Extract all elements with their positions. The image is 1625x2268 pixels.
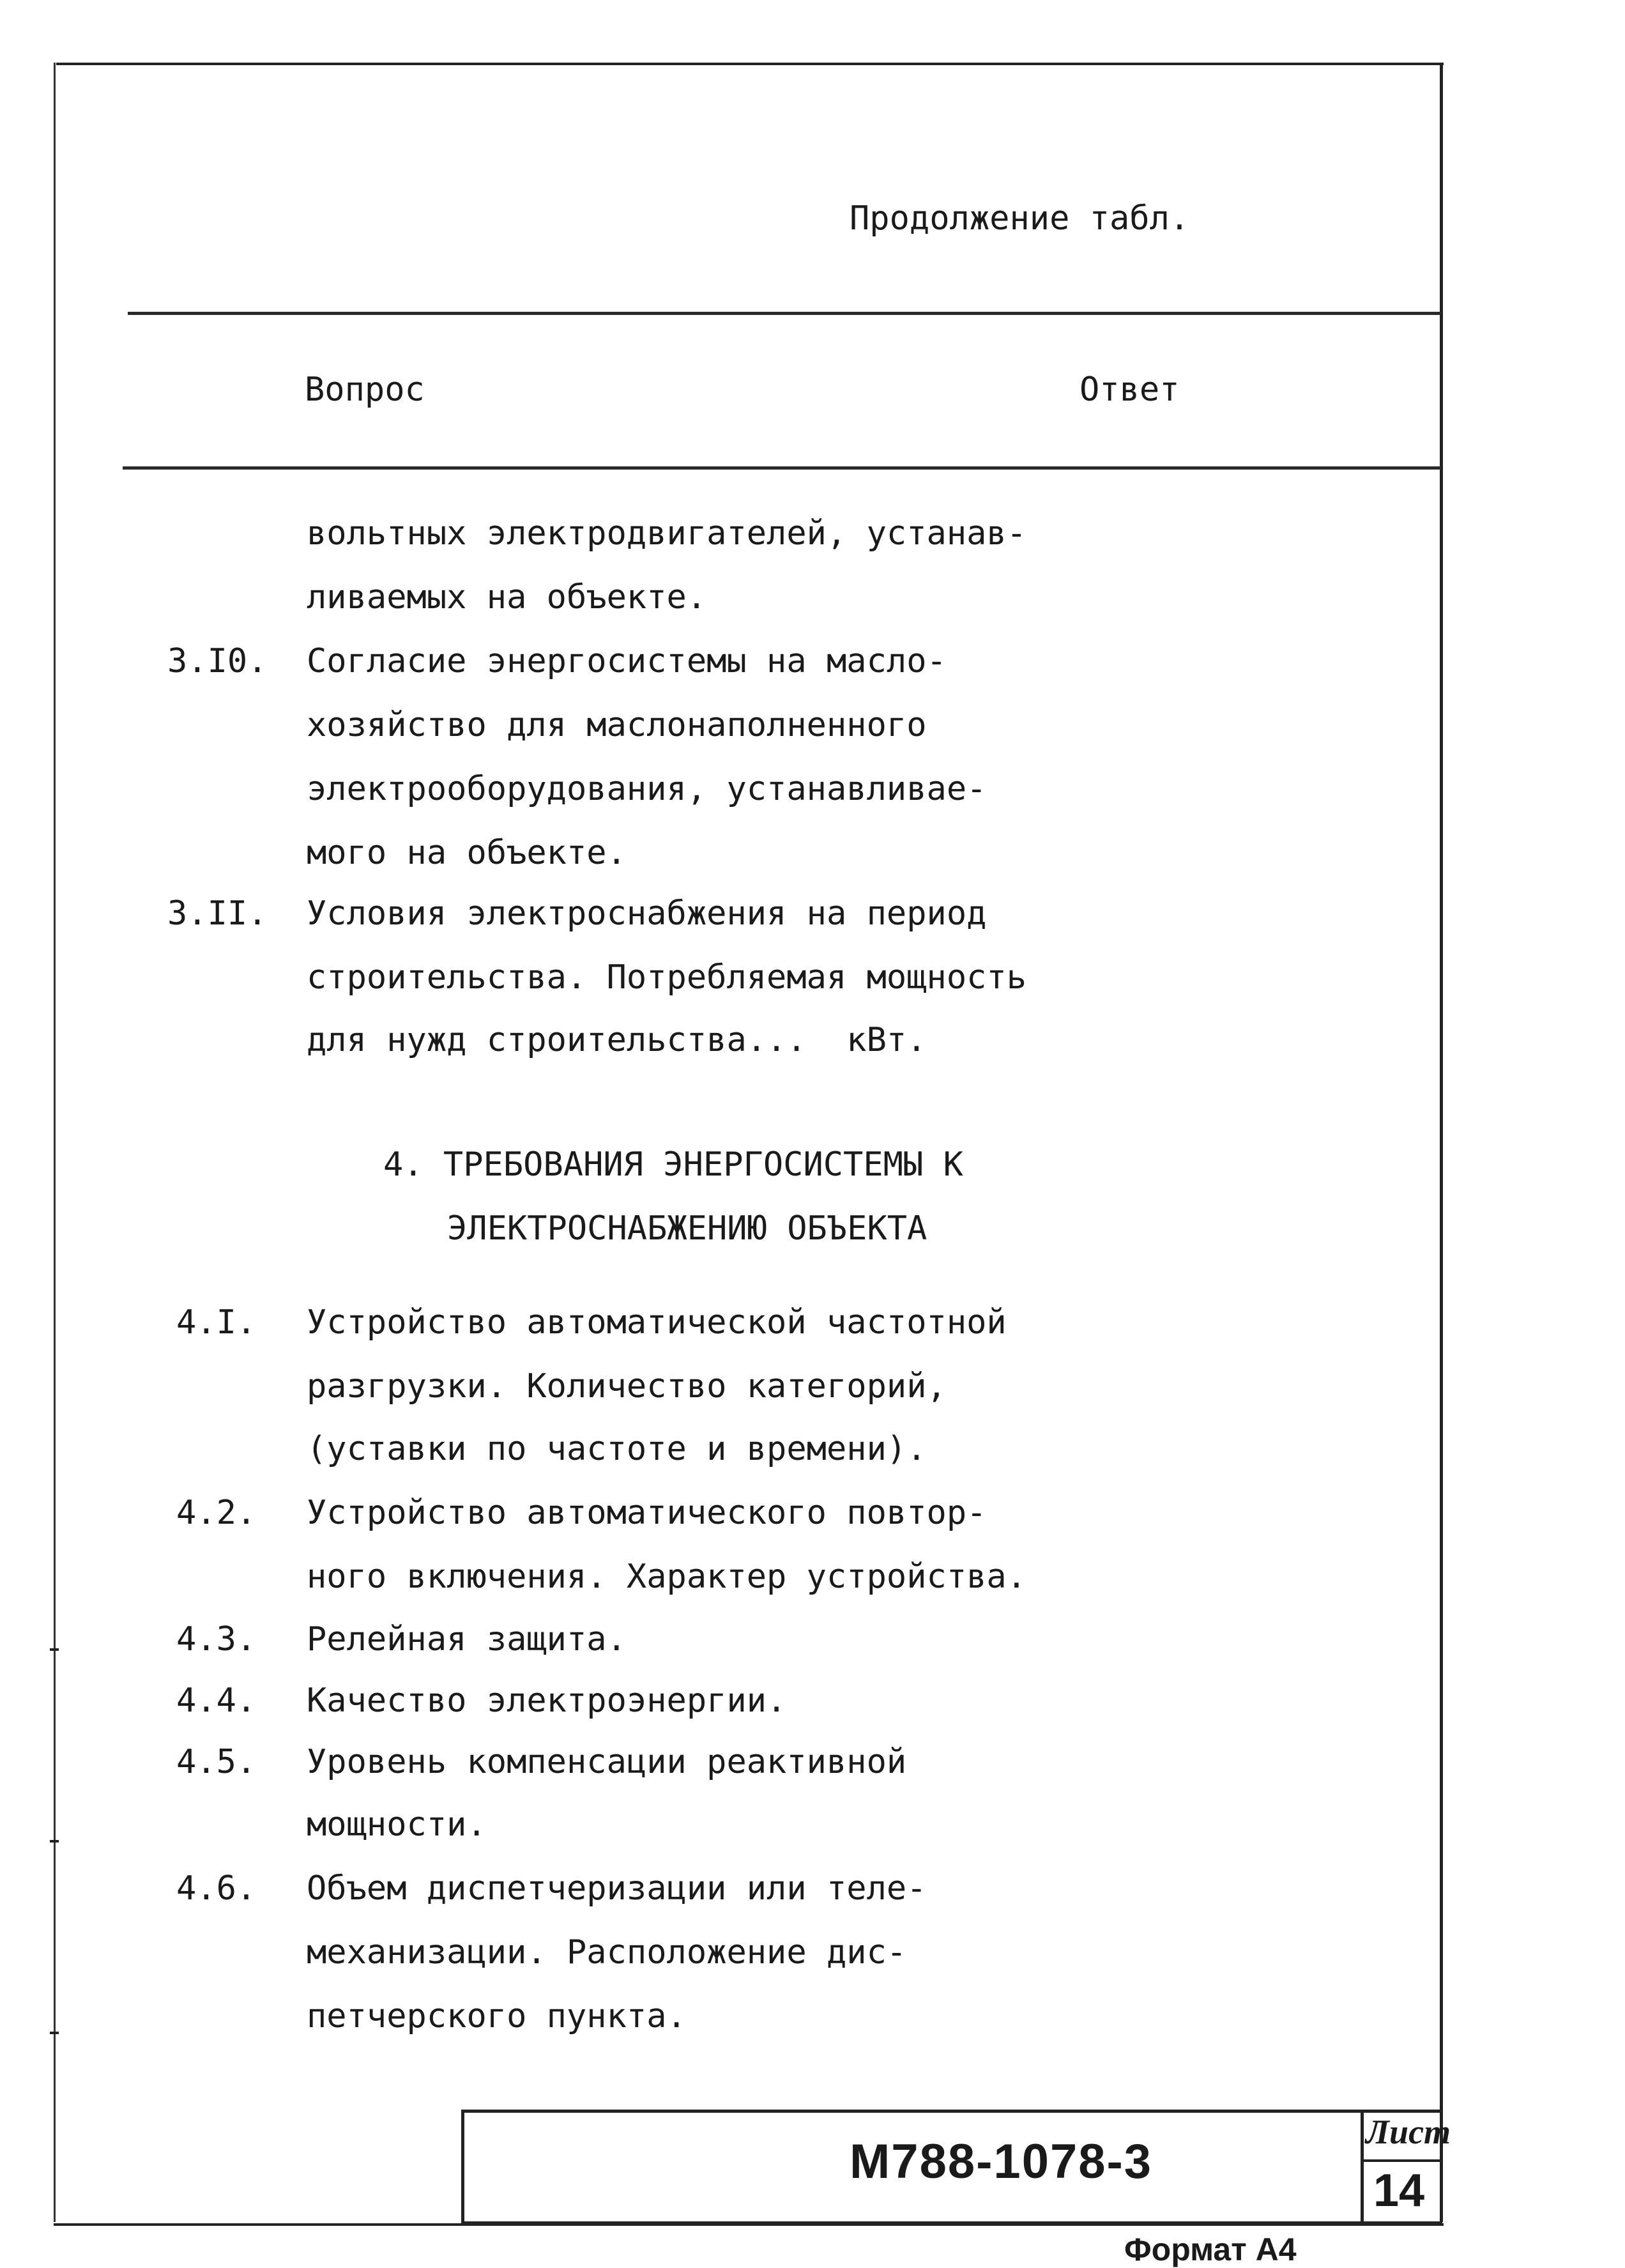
frame-left-border: [54, 63, 56, 2222]
row-text-line: Объем диспетчеризации или теле-: [307, 1869, 927, 1908]
column-header-question: Вопрос: [305, 371, 425, 409]
row-text-line: механизации. Расположение дис-: [307, 1933, 907, 1972]
row-text-line: Уровень компенсации реактивной: [307, 1743, 907, 1781]
margin-tick: [50, 1840, 59, 1843]
row-text-line: хозяйство для маслонаполненного: [307, 706, 927, 744]
row-text-line: (уставки по частоте и времени).: [307, 1430, 927, 1468]
margin-tick: [50, 1648, 59, 1651]
document-code: М788-1078-3: [850, 2134, 1153, 2189]
section-title: ЭЛЕКТРОСНАБЖЕНИЮ ОБЪЕКТА: [447, 1209, 927, 1248]
row-number: 3.I0.: [167, 642, 268, 680]
frame-right-border: [1440, 63, 1443, 2222]
row-text-line: Релейная защита.: [307, 1620, 627, 1659]
frame-top-border: [56, 63, 1444, 65]
row-number: 4.5.: [176, 1743, 257, 1781]
row-text-line: Устройство автоматического повтор-: [307, 1494, 987, 1532]
row-text-line: ного включения. Характер устройства.: [307, 1558, 1027, 1596]
row-number: 4.I.: [176, 1303, 257, 1342]
margin-tick: [50, 2032, 59, 2034]
row-text-line: разгрузки. Количество категорий,: [307, 1367, 947, 1406]
row-number: 4.2.: [176, 1494, 257, 1532]
row-text-line: Согласие энергосистемы на масло-: [307, 642, 947, 680]
title-block-divider: [1361, 2110, 1364, 2225]
row-text-line: мого на объекте.: [307, 834, 627, 872]
row-number: 4.3.: [176, 1620, 257, 1659]
row-text-line: электрооборудования, устанавливае-: [307, 770, 987, 808]
row-number: 4.6.: [176, 1869, 257, 1908]
row-number: 4.4.: [176, 1682, 257, 1720]
table-header-bottom-rule: [123, 466, 1441, 470]
table-continuation-label: Продолжение табл.: [850, 199, 1190, 238]
row-text-line: петчерского пункта.: [307, 1997, 687, 2035]
row-text-line: строительства. Потребляемая мощность: [307, 958, 1027, 997]
format-label: Формат А4: [1124, 2232, 1297, 2267]
sheet-label: Лист: [1366, 2113, 1451, 2151]
sheet-number: 14: [1373, 2165, 1425, 2216]
section-title: 4. ТРЕБОВАНИЯ ЭНЕРГОСИСТЕМЫ К: [383, 1145, 963, 1184]
table-header-top-rule: [128, 312, 1441, 315]
row-text-line: вольтных электродвигателей, устанав-: [307, 514, 1027, 553]
row-text-line: ливаемых на объекте.: [307, 578, 707, 617]
row-text-line: для нужд строительства... кВт.: [307, 1021, 927, 1059]
title-block-divider: [1361, 2159, 1442, 2162]
row-text-line: Устройство автоматической частотной: [307, 1303, 1007, 1342]
row-text-line: мощности.: [307, 1805, 487, 1844]
row-text-line: Качество электроэнергии.: [307, 1682, 787, 1720]
column-header-answer: Ответ: [1080, 371, 1180, 409]
row-number: 3.II.: [167, 894, 268, 933]
row-text-line: Условия электроснабжения на период: [307, 894, 987, 933]
